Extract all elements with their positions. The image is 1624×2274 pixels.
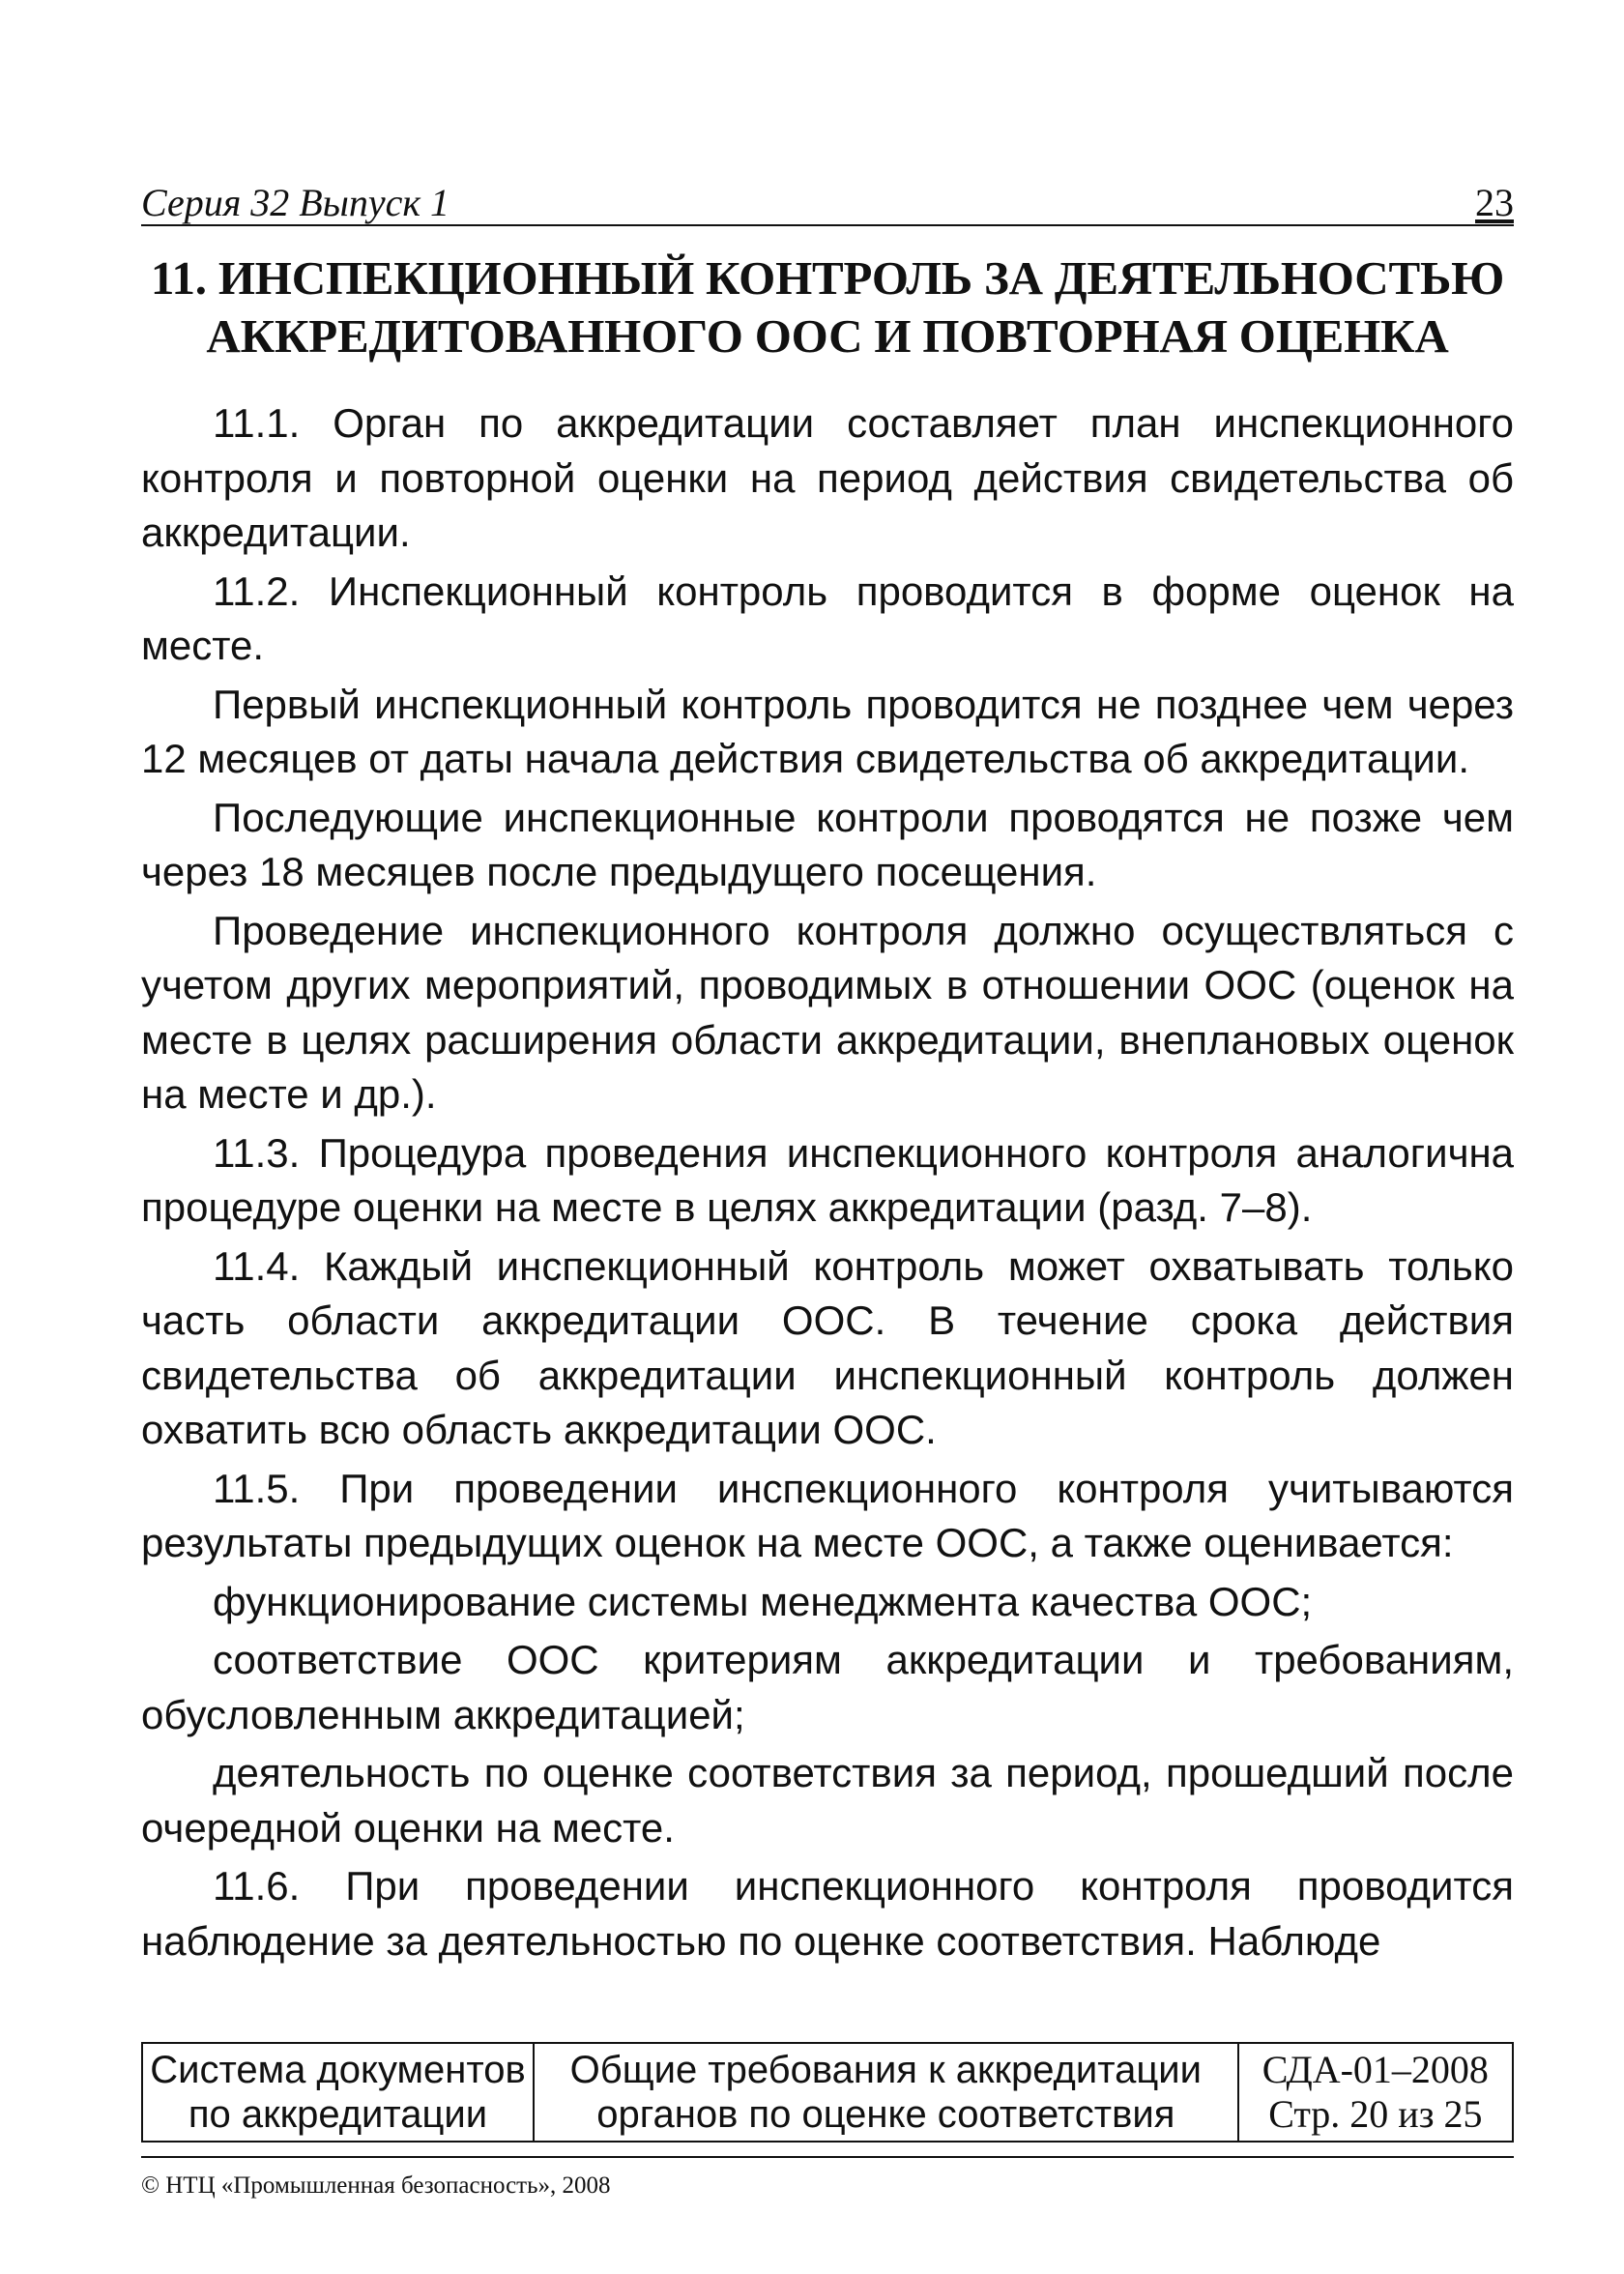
body-text — [141, 396, 1514, 1972]
code-cell — [1238, 2043, 1513, 2142]
system-line-2: по аккредитации — [188, 2093, 488, 2136]
footer-divider — [141, 2156, 1514, 2158]
paragraph-conducting-inspection: Проведение инспекционного контроля должно осуществляться с учетом других мероприятий, проводимых в отношении ООС (оценок на месте в целях расширения области аккредитации, внеплановых оценок на месте и др.). — [141, 907, 1514, 1117]
document-code: СДА-01–2008 — [1262, 2048, 1489, 2091]
copyright-notice: © НТЦ «Промышленная безопасность», 2008 — [141, 2172, 611, 2199]
paragraph-11-4: 11.4. Каждый инспекционный контроль может охватывать только часть области аккредитации ООС. В течение срока действия свидетельства об аккредитации инспекционный контроль должен охватить всю область аккредитации ООС. — [141, 1242, 1514, 1452]
document-footer-table — [141, 2042, 1514, 2143]
paragraph-first-inspection: Первый инспекционный контроль проводится не позднее чем через 12 месяцев от даты начала действия свидетельства об аккредитации. — [141, 681, 1514, 781]
paragraph-11-1: 11.1. Орган по аккредитации составляет план инспекционного контроля и повторной оценки на период действия свидетельства об аккредитации. — [141, 400, 1514, 555]
paragraph-11-2: 11.2. Инспекционный контроль проводится в форме оценок на месте. — [141, 568, 1514, 668]
list-item-quality-system: функционирование системы менеджмента качества ООС; — [213, 1578, 1313, 1624]
page-info: Стр. 20 из 25 — [1268, 2092, 1483, 2136]
running-header — [141, 170, 1514, 226]
requirements-line-2: органов по оценке соответствия — [596, 2093, 1175, 2136]
series-label: Серия 32 Выпуск 1 — [141, 181, 450, 224]
system-line-1: Система документов — [150, 2049, 526, 2091]
paragraph-11-5: 11.5. При проведении инспекционного контроля учитываются результаты предыдущих оценок на месте ООС, а также оценивается: — [141, 1465, 1514, 1565]
requirements-cell — [534, 2043, 1238, 2142]
list-item-conformity-activity: деятельность по оценке соответствия за период, прошедший после очередной оценки на месте. — [141, 1750, 1514, 1851]
paragraph-11-3: 11.3. Процедура проведения инспекционного контроля аналогична процедуре оценки на месте в целях аккредитации (разд. 7–8). — [141, 1129, 1514, 1230]
page-number: 23 — [1475, 181, 1514, 224]
footer-table-row — [142, 2043, 1513, 2142]
requirements-line-1: Общие требования к аккредитации — [569, 2049, 1202, 2091]
paragraph-11-6: 11.6. При проведении инспекционного контроля проводится наблюдение за деятельностью по оценке соответствия. Наблюде — [141, 1863, 1514, 1964]
system-cell — [142, 2043, 534, 2142]
chapter-title-line-2: АККРЕДИТОВАННОГО ООС И ПОВТОРНАЯ ОЦЕНКА — [206, 309, 1449, 363]
chapter-title — [141, 249, 1514, 365]
list-item-criteria-compliance: соответствие ООС критериям аккредитации и требованиям, обусловленным аккредитацией; — [141, 1637, 1514, 1737]
paragraph-subsequent-inspections: Последующие инспекционные контроли проводятся не позже чем через 18 месяцев после предыдущего посещения. — [141, 794, 1514, 894]
chapter-title-line-1: 11. ИНСПЕКЦИОННЫЙ КОНТРОЛЬ ЗА ДЕЯТЕЛЬНОСТЬЮ — [150, 251, 1505, 305]
